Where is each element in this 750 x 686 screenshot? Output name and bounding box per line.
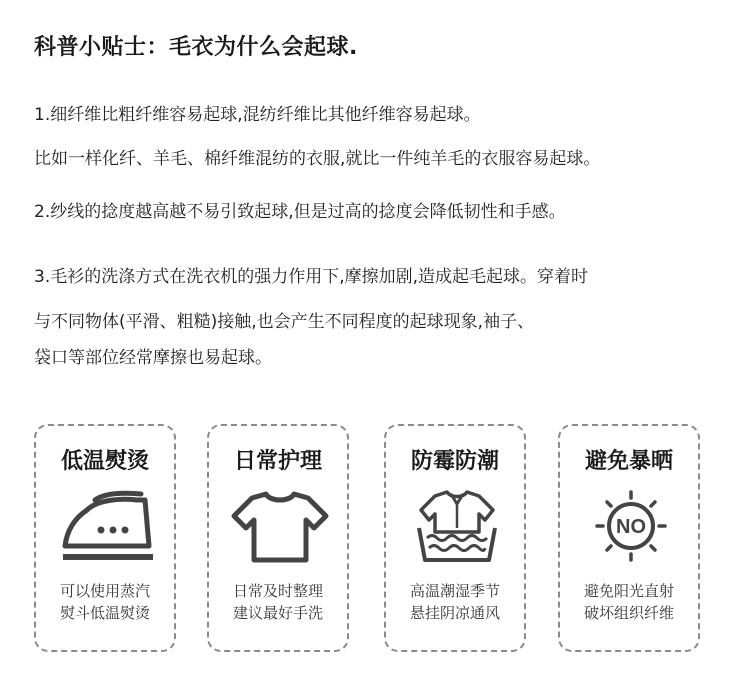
card-title: 避免暴晒 <box>584 449 673 474</box>
card-desc-line-1: 可以使用蒸汽 <box>59 582 150 600</box>
no-sun-label: NO <box>616 516 646 538</box>
card-mold-moisture-proof <box>384 424 526 652</box>
tshirt-icon <box>230 488 330 564</box>
no-sun-icon <box>581 488 681 564</box>
card-desc-line-2: 建议最好手洗 <box>232 604 323 622</box>
card-description <box>36 580 174 624</box>
card-title: 日常护理 <box>233 449 322 474</box>
iron-icon <box>57 488 157 564</box>
paragraph-3-line-1: 3.毛衫的洗涤方式在洗衣机的强力作用下,摩擦加剧,造成起毛起球。穿着时 <box>34 267 589 287</box>
card-desc-line-1: 日常及时整理 <box>232 582 323 600</box>
paragraph-1-line-2: 比如一样化纤、羊毛、棉纤维混纺的衣服,就比一件纯羊毛的衣服容易起球。 <box>34 149 601 169</box>
card-description <box>386 580 524 624</box>
shirt-wash-icon <box>407 488 507 564</box>
card-title: 防霉防潮 <box>410 449 499 474</box>
card-desc-line-1: 高温潮湿季节 <box>409 582 500 600</box>
card-avoid-sun-exposure <box>558 424 700 652</box>
card-description <box>209 580 347 624</box>
card-desc-line-2: 破坏组织纤维 <box>583 604 674 622</box>
card-daily-care <box>207 424 349 652</box>
page-title: 科普小贴士：毛衣为什么会起球. <box>34 35 358 60</box>
card-description <box>560 580 698 624</box>
care-cards <box>34 424 714 656</box>
paragraph-3-line-3: 袋口等部位经常摩擦也易起球。 <box>34 348 272 368</box>
paragraph-2-line-1: 2.纱线的捻度越高越不易引致起球,但是过高的捻度会降低韧性和手感。 <box>34 202 566 222</box>
card-desc-line-1: 避免阳光直射 <box>583 582 674 600</box>
paragraph-3-line-2: 与不同物体(平滑、粗糙)接触,也会产生不同程度的起球现象,袖子、 <box>34 312 535 332</box>
card-title: 低温熨烫 <box>60 449 149 474</box>
card-low-temp-ironing <box>34 424 176 652</box>
card-desc-line-2: 熨斗低温熨烫 <box>59 604 150 622</box>
card-desc-line-2: 悬挂阴凉通风 <box>409 604 500 622</box>
paragraph-1-line-1: 1.细纤维比粗纤维容易起球,混纺纤维比其他纤维容易起球。 <box>34 105 481 125</box>
